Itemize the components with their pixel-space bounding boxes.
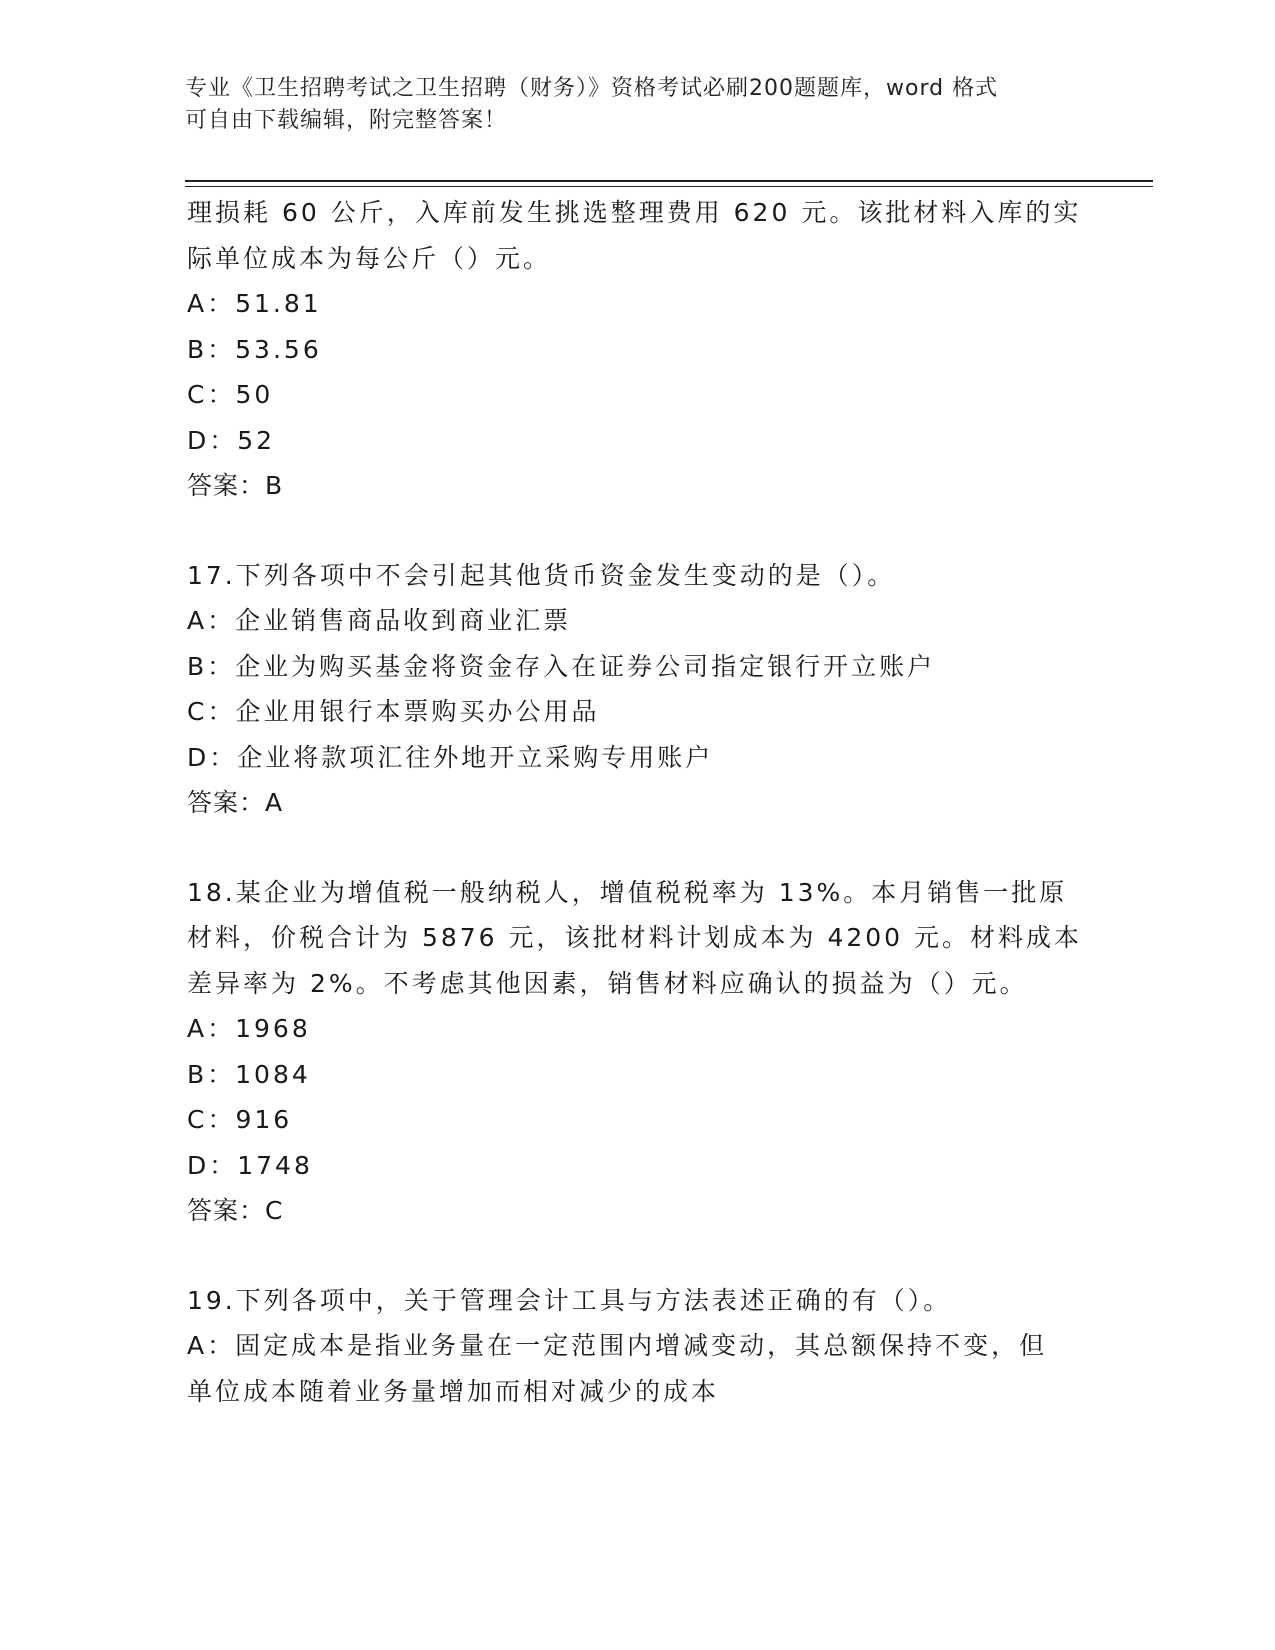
option-a-line: 单位成本随着业务量增加而相对减少的成本 (187, 1376, 720, 1406)
option-c: C：916 (187, 1105, 293, 1134)
question-stem-line: 19.下列各项中，关于管理会计工具与方法表述正确的有（）。 (187, 1285, 952, 1315)
header-rule-thin (185, 186, 1153, 187)
question-stem-line: 际单位成本为每公斤（）元。 (187, 243, 552, 273)
header-title-line-2: 可自由下载编辑，附完整答案！ (185, 108, 508, 133)
question-stem-line: 18.某企业为增值税一般纳税人，增值税税率为 13%。本月销售一批原 (187, 877, 1068, 907)
answer-label: 答案：A (187, 788, 284, 817)
option-a: A：企业销售商品收到商业汇票 (187, 606, 572, 635)
question-stem-line: 理损耗 60 公斤，入库前发生挑选整理费用 620 元。该批材料入库的实 (187, 198, 1082, 227)
option-a: A：1968 (187, 1014, 311, 1043)
question-stem-line: 17.下列各项中不会引起其他货币资金发生变动的是（）。 (187, 560, 896, 590)
question-16 (187, 190, 1082, 509)
answer-label: 答案：B (187, 471, 284, 500)
option-c: C：企业用银行本票购买办公用品 (187, 697, 600, 726)
header-rule-thick (185, 180, 1153, 182)
option-c: C：50 (187, 380, 274, 409)
header-title-line-1: 专业《卫生招聘考试之卫生招聘（财务）》资格考试必刷200题题库，word 格式 (185, 76, 999, 101)
option-a-line: A：固定成本是指业务量在一定范围内增减变动，其总额保持不变，但 (187, 1331, 1048, 1360)
question-17 (187, 553, 1067, 826)
answer-label: 答案：C (187, 1196, 284, 1225)
question-stem-line: 差异率为 2%。不考虑其他因素，销售材料应确认的损益为（）元。 (187, 968, 1028, 998)
option-b: B：53.56 (187, 334, 322, 364)
question-spacer (187, 1234, 1067, 1278)
question-stem-line: 材料，价税合计为 5876 元，该批材料计划成本为 4200 元。材料成本 (187, 923, 1083, 952)
question-spacer (187, 826, 1067, 870)
question-spacer (187, 509, 1067, 553)
option-b: B：企业为购买基金将资金存入在证券公司指定银行开立账户 (187, 651, 936, 681)
question-19 (187, 1278, 1067, 1415)
option-a: A：51.81 (187, 289, 322, 318)
question-list (187, 190, 1083, 1414)
option-d: D：52 (187, 425, 276, 455)
question-18 (187, 870, 1083, 1234)
option-d: D：企业将款项汇往外地开立采购专用账户 (187, 742, 714, 772)
option-b: B：1084 (187, 1059, 311, 1089)
document-header (185, 73, 1065, 137)
option-d: D：1748 (187, 1150, 313, 1180)
